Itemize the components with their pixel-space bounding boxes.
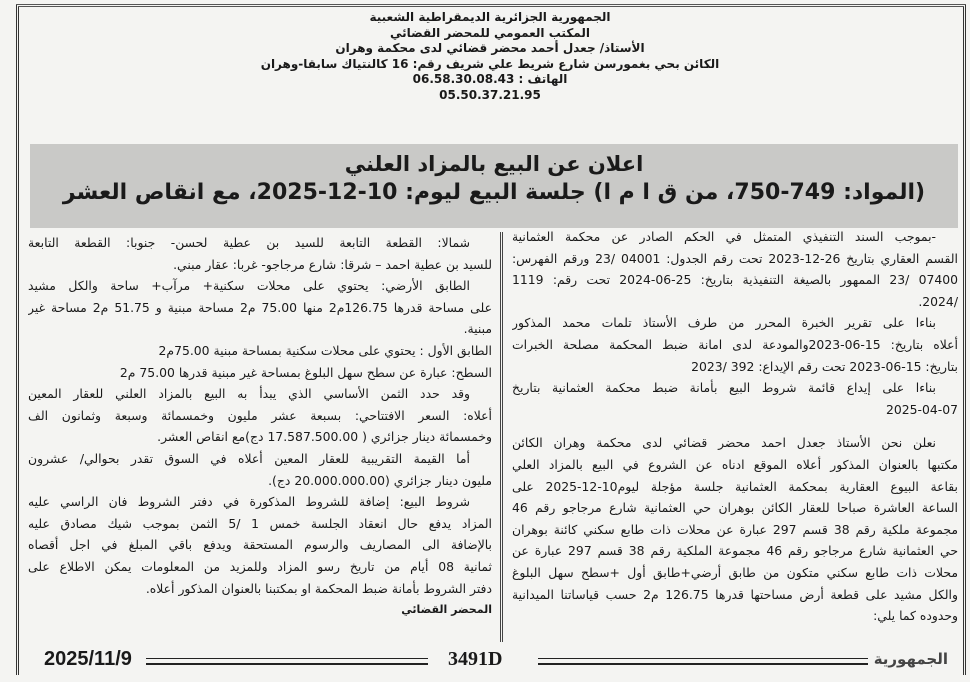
text-line: الساعة العاشرة صباحا للعقار الكائن بوهران حي العثمانية شارع مرجاجو رقم 46	[512, 500, 958, 516]
text-line: 2025-04-07	[885, 401, 958, 417]
text-line: وخمسمائة دينار جزائري ( 17.587.500.00 دج)مع انقاص العشر.	[157, 429, 492, 445]
notice-header	[250, 10, 730, 103]
text-line: للسيد بن عطية احمد – شرقا: شارع مرجاجو- غربا: عقار مبني.	[173, 256, 492, 272]
text-line: -بموجب السند التنفيذي المتمثل في الحكم الصادر عن محكمة العثمانية	[512, 229, 936, 244]
header-line: الكائن بحي بغمورسن شارع شريط علي شريف رقم: 16 كالنتياك سابقا-وهران	[260, 56, 720, 71]
text-line: المزاد يدفع حال انعقاد الجلسة خمس 1 /5 الثمن بموجب شيك مصادق عليه	[28, 515, 492, 531]
paragraph-gap	[512, 420, 958, 432]
column-divider	[500, 232, 507, 642]
text-line: مكتبها بالعنوان المذكور أعلاه الموقع ادناه عن الشروع في البيع بالمزاد العلي	[512, 456, 958, 472]
text-line: /2024.	[918, 293, 958, 309]
text-line: السطح: عبارة عن سطح سهل البلوغ بمساحة غير مبنية قدرها 75.00 م2	[119, 364, 492, 380]
text-line: الطابق الأرضي: يحتوي على محلات سكنية+ مرآب+ ساحة والكل مشيد	[28, 278, 470, 294]
text-line: وقد حدد الثمن الأساسي الذي يبدأ به البيع بالمزاد العلني للعقار المعين	[28, 386, 470, 402]
header-line: الأستاذ/ جعدل أحمد محضر قضائي لدى محكمة وهران	[335, 41, 645, 55]
text-line: بناءا على تقرير الخبرة المحرر من طرف الأستاذ تلمات محمد المذكور	[512, 315, 936, 331]
text-line: شمالا: القطعة التابعة للسيد بن عطية لحسن- جنوبا: القطعة التابعة	[28, 235, 470, 250]
header-line: الجمهورية الجزائرية الديمقراطية الشعبية	[369, 10, 611, 24]
text-line: مليون دينار جزائري (20.000.000.00 دج).	[268, 472, 492, 488]
text-line: مبنية.	[463, 321, 492, 337]
text-line: دفتر الشروط بأمانة ضبط المحكمة او بمكتبنا بالعنوان المذكور أعلاه.	[145, 580, 492, 596]
header-phone-1: الهاتف : 06.58.30.08.43	[412, 72, 568, 86]
footer-date: 2025/11/9	[44, 648, 132, 670]
signature-label: المحضر القضائي	[401, 603, 492, 617]
text-line: بتاريخ: 15-06-2023 تحت رقم الإيداع: 392 /2023	[691, 358, 958, 374]
footer-rule	[538, 658, 868, 665]
text-line: بقاعة البيوع العقارية بمحكمة العثمانية جلسة مؤجلة ليوم10-12-2025 على	[512, 478, 958, 494]
text-line: والكل مشيد على قطعة أرض مساحتها قدرها 126.75 م2 حسب قياساتنا الميدانية	[512, 586, 958, 602]
text-line: 07400 /23 الممهور بالصيغة التنفيذية بتاريخ: 25-06-2024 تحت رقم: 1119	[512, 272, 958, 288]
text-line: أما القيمة التقريبية للعقار المعين أعلاه في السوق تقدر بحوالي/ عشرون	[28, 450, 470, 466]
header-line: المكتب العمومي للمحضر القضائي	[390, 25, 590, 40]
text-line: أعلاه بتاريخ: 15-06-2023والمودعة لدى امانة ضبط المحكمة مصلحة الخبرات	[512, 336, 958, 352]
text-line: شروط البيع: إضافة للشروط المذكورة في دفتر الشروط فان الراسي عليه	[28, 494, 470, 510]
text-line: مجموعة ملكية رقم 38 قسم 297 عبارة عن محلات ذات طابع سكني كائنة بوهران	[512, 521, 958, 537]
footer-rule	[146, 658, 428, 665]
notice-subtitle: (المواد: 749-750، من ق ا م ا) جلسة البيع ليوم: 10-12-2025، مع انقاص العشر	[62, 180, 926, 205]
text-line: وحدوده كما يلي:	[873, 608, 958, 624]
header-phone-2: 05.50.37.21.95	[439, 87, 541, 102]
notice-title: اعلان عن البيع بالمزاد العلني	[344, 152, 644, 176]
text-line: القسم العقاري بتاريخ 26-12-2023 تحت رقم الجدول: 04001 /23 ورقم الفهرس:	[512, 250, 958, 266]
right-column	[512, 226, 958, 627]
text-line: محلات ذات طابع سكني متكون من طابق أرضي+طابق أول +سطح سهل البلوغ	[512, 564, 958, 580]
text-line: حي العثمانية شارع مرجاجو رقم 46 مجموعة الملكية رقم 38 قسم 297 عبارة عن	[512, 543, 958, 559]
left-column	[28, 232, 492, 621]
newspaper-logo: الجمهورية	[873, 650, 948, 668]
text-line: نعلن نحن الأستاذ جعدل احمد محضر قضائي لدى محكمة وهران الكائن	[512, 435, 936, 451]
page-footer	[18, 648, 962, 672]
text-line: ثمانية 08 أيام من تاريخ رسو المزاد وللمزيد من المعلومات يمكن الاطلاع على	[28, 558, 492, 574]
text-line: بناءا على إيداع قائمة شروط البيع بأمانة ضبط محكمة العثمانية بتاريخ	[512, 380, 936, 396]
text-line: الطابق الأول : يحتوي على محلات سكنية بمساحة مبنية 75.00م2	[158, 342, 492, 358]
footer-issue-number: 3491D	[448, 648, 503, 670]
text-line: على مساحة قدرها 126.75م2 منها 75.00 م2 مساحة مبنية و 51.75 م2 مساحة غير	[28, 299, 492, 315]
title-banner	[30, 144, 958, 228]
text-line: أعلاه: السعر الافتتاحي: بسبعة عشر مليون وخمسمائة وسبعة وثمانون الف	[28, 407, 492, 423]
text-line: بالإضافة الى المصاريف والرسوم المستحقة ويدفع باقي المبلغ في اجل أقصاه	[28, 537, 492, 553]
